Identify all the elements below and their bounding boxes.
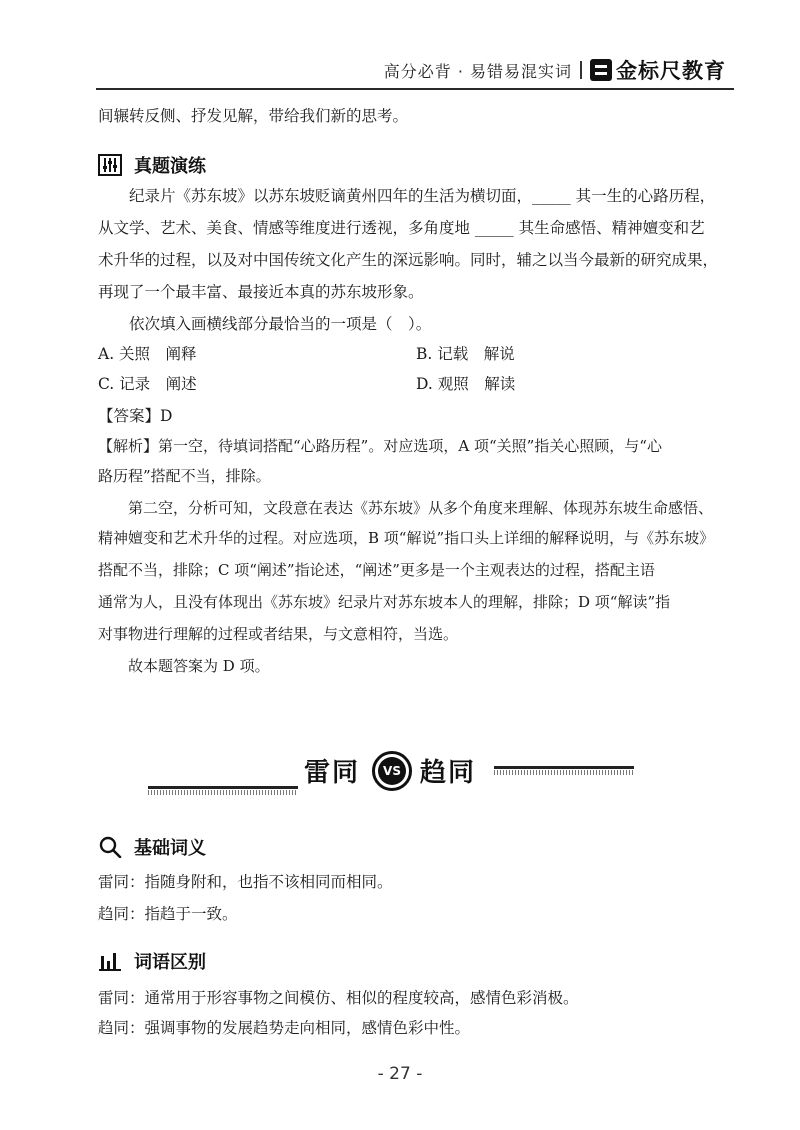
- analysis2-line-1: 第二空，分析可知，文段意在表达《苏东坡》从多个角度来理解、体现苏东坡生命感悟、: [128, 499, 714, 517]
- brand-name: 金标尺教育: [616, 59, 726, 83]
- question-line-2: 从文学、艺术、美食、情感等维度进行透视，多角度地 _____ 其生命感悟、精神嬗变和艺: [98, 219, 705, 237]
- header-subtitle: 高分必背 · 易错易混实词: [383, 61, 572, 81]
- banner-hatch-left: [148, 790, 298, 795]
- basic-meaning-heading-label: 基础词义: [132, 834, 208, 860]
- difference-line-2: 趋同：强调事物的发展趋势走向相同，感情色彩中性。: [98, 1019, 471, 1037]
- option-d: D. 观照 解读: [416, 375, 516, 393]
- page-header: [384, 56, 726, 84]
- magnifier-icon: [98, 836, 122, 858]
- analysis2-line-4: 通常为人，且没有体现出《苏东坡》纪录片对苏东坡本人的理解，排除；D 项“解读”指: [98, 593, 671, 611]
- header-separator: [580, 61, 582, 79]
- conclusion: 故本题答案为 D 项。: [128, 657, 270, 675]
- bar-chart-icon: [98, 950, 122, 972]
- basic-meaning-heading: [98, 834, 208, 860]
- analysis2-line-2: 精神嬗变和艺术升华的过程。对应选项，B 项“解说”指口头上详细的解释说明，与《苏东坡》: [98, 529, 715, 547]
- vs-badge: [372, 751, 412, 791]
- analysis-line-2: 路历程”搭配不当，排除。: [98, 467, 271, 485]
- equalizer-icon: [98, 154, 122, 176]
- banner-right-word: 趋同: [420, 758, 477, 788]
- question-line-4: 再现了一个最丰富、最接近本真的苏东坡形象。: [98, 283, 424, 301]
- question-line-1: 纪录片《苏东坡》以苏东坡贬谪黄州四年的生活为横切面，_____ 其一生的心路历程，: [129, 187, 716, 205]
- difference-line-1: 雷同：通常用于形容事物之间模仿、相似的程度较高，感情色彩消极。: [98, 989, 579, 1007]
- brand-logo: [590, 55, 726, 85]
- brand-logo-icon: [590, 59, 612, 81]
- vs-text: VS: [378, 757, 406, 785]
- banner-left-word: 雷同: [304, 758, 361, 788]
- basic-meaning-line-2: 趋同：指趋于一致。: [98, 905, 238, 923]
- practice-heading-label: 真题演练: [132, 152, 208, 178]
- question-line-3: 术升华的过程，以及对中国传统文化产生的深远影响。同时，辅之以当今最新的研究成果，: [98, 251, 719, 269]
- comparison-banner: [148, 748, 634, 800]
- question-prompt: 依次填入画横线部分最恰当的一项是（ ）。: [129, 315, 432, 333]
- difference-heading-label: 词语区别: [132, 948, 208, 974]
- intro-continuation: 间辗转反侧、抒发见解，带给我们新的思考。: [98, 107, 409, 125]
- option-b: B. 记载 解说: [416, 345, 515, 363]
- difference-heading: [98, 948, 208, 974]
- option-c: C. 记录 阐述: [98, 375, 197, 393]
- option-a: A. 关照 阐释: [98, 345, 197, 363]
- banner-rule-right: [494, 766, 634, 769]
- answer: 【答案】D: [98, 407, 173, 425]
- page-number: - 27 -: [377, 1064, 423, 1084]
- banner-rule-left: [148, 786, 298, 789]
- practice-heading: [98, 152, 208, 178]
- analysis-line-1: 【解析】第一空，待填词搭配“心路历程”。对应选项，A 项“关照”指关心照顾，与“心: [98, 437, 662, 455]
- analysis2-line-3: 搭配不当，排除；C 项“阐述”指论述，“阐述”更多是一个主观表达的过程，搭配主语: [98, 561, 655, 579]
- banner-hatch-right: [494, 770, 634, 775]
- header-divider: [96, 88, 734, 90]
- basic-meaning-line-1: 雷同：指随身附和，也指不该相同而相同。: [98, 873, 393, 891]
- analysis2-line-5: 对事物进行理解的过程或者结果，与文意相符，当选。: [98, 625, 459, 643]
